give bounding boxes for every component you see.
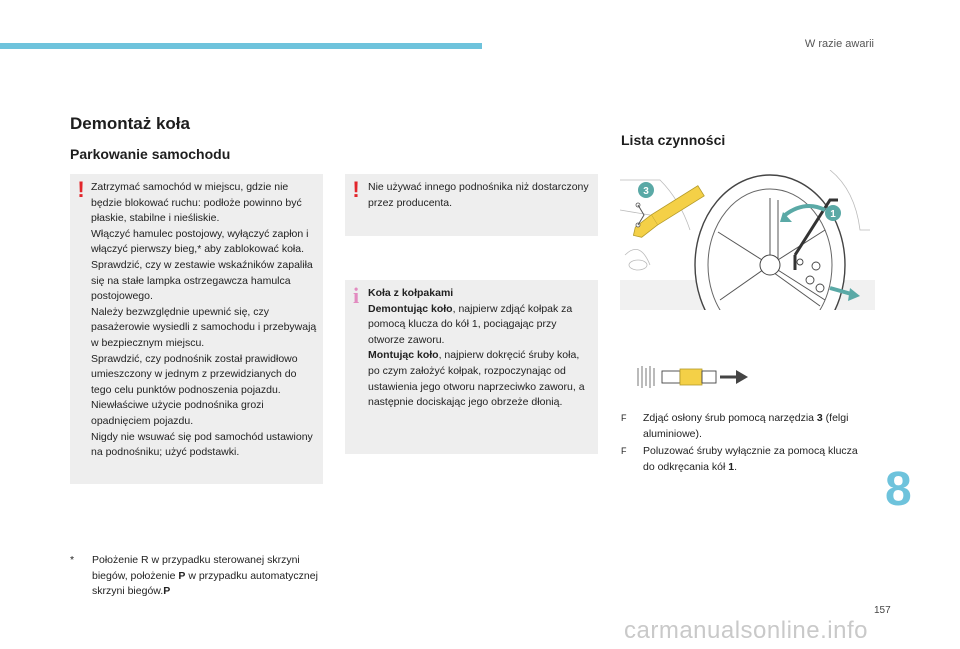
footnote-trailing-bold: P [163,585,171,598]
step-bullet: F [621,413,627,423]
header-accent-bar [0,43,482,49]
jack-warning-box [345,174,598,236]
callout-3: 3 [643,186,649,197]
wheel-removal-illustration [620,170,875,310]
exclamation-warning-icon: ! [352,177,360,202]
exclamation-warning-icon: ! [77,177,85,202]
parking-warning-box [70,174,323,484]
warning-paragraph: Sprawdzić, czy w zestawie wskaźników zapaliła się na stałe lampka ostrzegawcza hamulca postojowego. [91,258,313,303]
warning-paragraph: Zatrzymać samochód w miejscu, gdzie nie będzie blokować ruchu: podłoże powinno być płaskie, stabilne i nieśliskie. [91,181,302,225]
checklist-heading: Lista czynności [621,132,726,148]
step-text-after: (felgi aluminiowe). [643,412,849,440]
jack-warning-text: Nie używać innego podnośnika niż dostarczony przez producenta. [368,181,589,209]
step-bullet: F [621,446,627,457]
step-bold: 3 [816,412,823,424]
step-text: Poluzować śruby wyłącznie za pomocą klucza do odkręcania kół [643,445,858,473]
checklist-steps [621,411,871,477]
chapter-number: 8 [885,463,912,516]
footnote-text-before: Położenie R w przypadku sterowanej skrzyni biegów, położenie [92,554,300,582]
bolt-cover-removal-illustration [632,362,752,392]
page-title: Demontaż koła [70,114,190,133]
list-item [621,444,871,475]
gear-footnote [70,553,330,600]
removing-label: Demontując koło [368,302,453,315]
parking-heading: Parkowanie samochodu [70,146,231,162]
footnote-text-after: w przypadku automatycznej skrzyni biegów. [92,569,318,598]
warning-paragraph: Niewłaściwe użycie podnośnika grozi opadnięciem pojazdu. [91,399,264,427]
warning-paragraph: Należy bezwzględnie upewnić się, czy pasażerowie wysiedli z samochodu i przebywają w bezpiecznym miejscu. [91,305,317,349]
step-bold: 1 [728,460,735,473]
footnote-bold-p: P [178,569,186,582]
page-number: 157 [874,605,891,616]
step-text-after: . [734,460,737,473]
watermark: carmanualsonline.info [624,617,868,644]
section-title: W razie awarii [804,38,874,50]
warning-paragraph: Włączyć hamulec postojowy, wyłączyć zapłon i włączyć pierwszy bieg,* aby zablokować koła. [91,227,309,256]
fitting-text: , najpierw dokręcić śruby koła, po czym założyć kołpak, rozpoczynając od ustawienia jego otworu naprzeciwko zaworu, a następnie dociskając jego obrzeże dłonią. [368,349,585,409]
fitting-label: Montując koło [368,349,439,362]
info-icon: i [352,283,360,308]
step-text: Zdjąć osłony śrub pomocą narzędzia [643,412,817,424]
hubcaps-info-box [345,280,598,454]
warning-paragraph: Sprawdzić, czy podnośnik został prawidłowo umieszczony w jednym z przewidzianych do tego celu punktów podnoszenia pojazdu. [91,352,298,396]
warning-paragraph: Nigdy nie wsuwać się pod samochód ustawiony na podnośniku; użyć podstawki. [91,430,313,459]
footnote-star: * [70,554,75,566]
hubcaps-title: Koła z kołpakami [368,287,454,299]
list-item [621,411,871,442]
removing-text: , najpierw zdjąć kołpak za pomocą klucza do kół 1, pociągając przy otworze zaworu. [368,302,573,346]
callout-1: 1 [830,209,836,220]
